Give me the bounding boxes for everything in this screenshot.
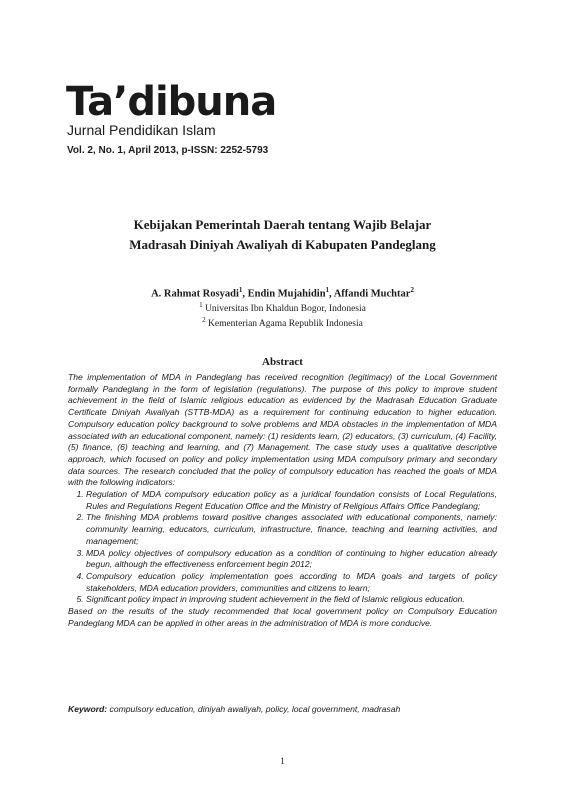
journal-logo: Ta’dibuna	[66, 79, 277, 125]
list-item: 4. Compulsory education policy implementation goes according to MDA goals and targets of policy stakeholders, MDA education providers, communities and citizens to learn;	[86, 571, 497, 594]
journal-subtitle: Jurnal Pendidikan Islam	[67, 122, 216, 138]
page-number: 1	[280, 757, 285, 767]
abstract-intro: The implementation of MDA in Pandeglang has received recognition (legitimacy) of the Local Government formally Pandeglang in the form of legislation (regulations). The purpose of this policy to improve student achievement in the field of Islamic religious education as evidenced by the Madrasah Education Graduate Certificate Diniyah Awaliyah (STTB-MDA) as a requirement for continuing education to higher education. Compulsory education policy background to solve problems and MDA obstacles in the implementation of MDA associated with an educational component, namely: (1) residents learn, (2) educators, (3) curriculum, (4) Facility, (5) finance, (6) teaching and learning, and (7) Management. The case study uses a qualitative descriptive approach, which focused on policy and policy implementation using MDA compulsory primary and secondary data sources. The research concluded that the policy of compulsory education has reached the goals of MDA with the following indicators:	[68, 372, 497, 488]
author-affiliation-mark: 1	[325, 286, 330, 294]
affiliation-number: 1	[199, 301, 203, 309]
list-item: 3. MDA policy objectives of compulsory education as a condition of continuing to higher education already begun, although the effectiveness enforcement begin 2012;	[86, 548, 497, 571]
affiliation	[60, 316, 505, 329]
list-item: 5. Significant policy impact in improving student achievement in the field of Islamic religious education.	[86, 594, 497, 606]
keywords-label: Keyword:	[68, 704, 108, 714]
abstract-body	[68, 372, 497, 629]
journal-issue-info: Vol. 2, No. 1, April 2013, p-ISSN: 2252-5793	[67, 145, 269, 156]
article-title	[60, 215, 505, 255]
author-name: A. Rahmat Rosyadi	[151, 288, 239, 300]
abstract-conclusion: Based on the results of the study recommended that local government policy on Compulsory Education Pandeglang MDA can be applied in other areas in the administration of MDA is more conducive.	[68, 606, 497, 628]
keywords-text: compulsory education, diniyah awaliyah, policy, local government, madrasah	[107, 704, 401, 714]
abstract-heading: Abstract	[262, 356, 303, 368]
article-title-line: Madrasah Diniyah Awaliyah di Kabupaten Pandeglang	[129, 237, 436, 252]
list-item: 2. The finishing MDA problems toward positive changes associated with educational components, namely: community learning, educators, curriculum, infrastructure, finance, teaching and learning activities, and management;	[86, 512, 497, 547]
author-name: Affandi Muchtar	[333, 288, 411, 300]
article-title-line: Kebijakan Pemerintah Daerah tentang Wajib Belajar	[133, 217, 432, 232]
affiliation-text: Kementerian Agama Republik Indonesia	[205, 319, 363, 330]
abstract-indicator-list	[68, 489, 497, 606]
author-affiliation-mark: 1	[238, 286, 243, 294]
affiliation-number: 2	[202, 316, 206, 324]
affiliation	[60, 301, 505, 314]
author-separator: ,	[242, 288, 248, 300]
affiliation-text: Universitas Ibn Khaldun Bogor, Indonesia	[202, 304, 366, 315]
author-affiliation-mark: 2	[410, 286, 414, 294]
keywords	[68, 703, 497, 715]
list-item: 1. Regulation of MDA compulsory education policy as a juridical foundation consists of Local Regulations, Rules and Regulations Regent Education Office and the Ministry of Religious Affairs Office Pandeglang;	[86, 489, 497, 512]
author-name: Endin Mujahidin	[247, 288, 326, 300]
author-list	[60, 286, 505, 300]
author-separator: ,	[329, 288, 334, 300]
